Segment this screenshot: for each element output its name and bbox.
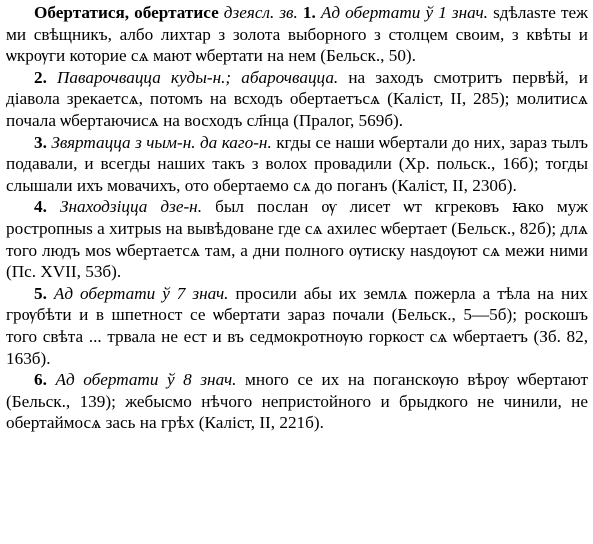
sense-1 (6, 2, 588, 67)
sense-gloss: Ад обертати ў 7 знач. (53, 283, 229, 303)
headword: Обертатися, обертатисе (34, 3, 219, 22)
sense-number: 6. (34, 370, 47, 390)
sense-citations: на заходъ смотритъ первѣй, и діавола зрекаетсѧ, потомъ на всходъ обертаетъсѧ (Каліст, II, 285); молитисѧ почала ѡбертаючисѧ на восходъ сл҃нца (Пралог, 569б). (6, 67, 589, 130)
grammar-note: дзеясл. зв. (223, 3, 298, 22)
dictionary-article (6, 2, 588, 434)
sense-2 (6, 67, 588, 132)
sense-gloss: Звяртацца з чым-н. да каго-н. (51, 132, 272, 152)
sense-number: 3. (34, 132, 47, 152)
sense-citations: просили абы их землѧ пожерла а тѣла на них грѹбѣти и в шпетност се ѡбертати зараз почали (Бельск., 5—5б); роскошъ того свѣта ... трвала не ест и въ седмокротнѹю горкост сѧ ѡбертаетъ (Зб. 82, 163б). (6, 283, 588, 368)
sense-gloss: Ад обертати ў 1 знач. (320, 3, 488, 22)
sense-number: 4. (34, 197, 47, 217)
sense-citations: был послан ѹ лисет ѡт кгрековъ ꙗко муж ростропныѕ а хитрыѕ на вывѣдоване где сѧ ахилес ѡбертает (Бельск., 82б); длѧ того людъ моѕ ѡбертаетсѧ там, а дни полного ѹтиску наѕдѹют сѧ межи ними (Пс. XVII, 53б). (6, 197, 589, 282)
sense-5 (6, 283, 588, 369)
sense-gloss: Знаходзіцца дзе-н. (59, 197, 203, 217)
sense-3 (6, 132, 588, 197)
sense-number: 1. (302, 3, 316, 22)
sense-6 (6, 369, 588, 434)
sense-gloss: Паварочвацца куды-н.; абарочвацца. (57, 67, 339, 87)
sense-citations: много се их на поганскѹю вѣрѹ ѡбертают (Бельск., 139); жебысмо нѣчого непристойного и брыдкого не чинили, не обертаймосѧ зась на грѣх (Каліст, II, 221б). (6, 370, 588, 433)
sense-citations: ѕдѣлаѕте теж ми свѣщникъ, албо лихтар з золота выборного з столцем своим, з квѣты и ѡкрѹги которие сѧ мают ѡбертати на нем (Бельск., 50). (6, 3, 588, 66)
sense-number: 5. (34, 283, 47, 303)
sense-gloss: Ад обертати ў 8 знач. (55, 370, 237, 390)
sense-number: 2. (34, 67, 47, 87)
sense-citations: кгды се наши ѡбертали до них, зараз тылъ подавали, и всегды наших такъ з волох провадили (Хр. польск., 16б); тогды слышали ихъ мовачихъ, ото обертаемо сѧ до поганъ (Каліст, II, 230б). (6, 132, 588, 195)
sense-4 (6, 196, 588, 282)
